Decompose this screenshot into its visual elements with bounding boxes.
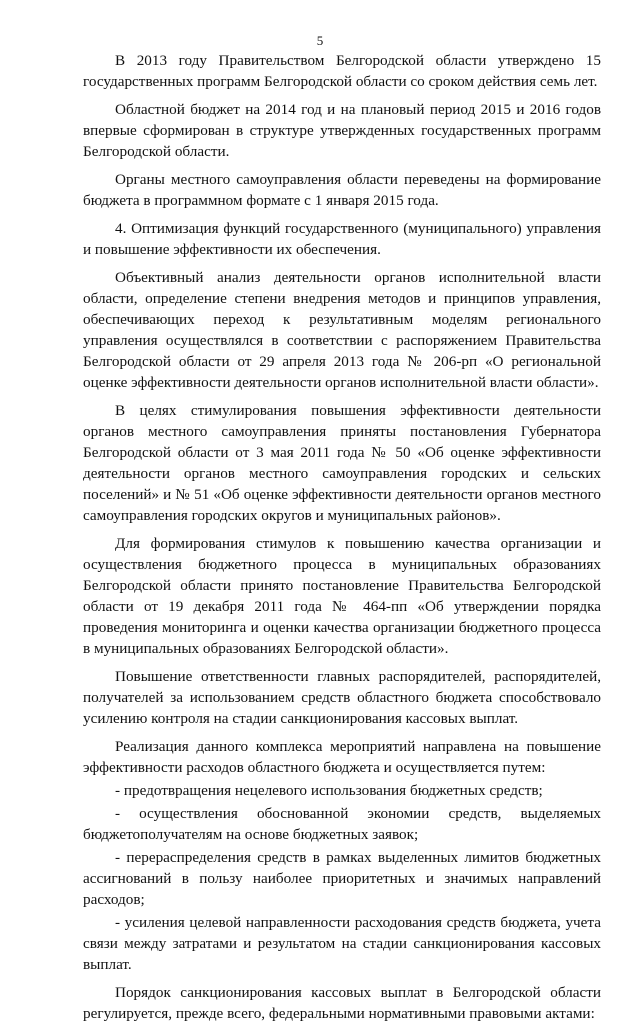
paragraph-responsibility: Повышение ответственности главных распорядителей, распорядителей, получателей за использованием средств областного бюджета способствовало усилению контроля на стадии санкционирования кассовых выплат. xyxy=(83,668,601,727)
paragraph-section-4-heading: 4. Оптимизация функций государственного (муниципального) управления и повышение эффективности их обеспечения. xyxy=(83,220,601,258)
document-body xyxy=(83,50,601,1024)
list-item-misuse-prevention: - предотвращения нецелевого использования бюджетных средств; xyxy=(115,782,543,799)
paragraph-state-programs: В 2013 году Правительством Белгородской области утверждено 15 государственных программ Белгородской области со сроком действия семь лет. xyxy=(83,52,601,90)
paragraph-local-self-government: Органы местного самоуправления области переведены на формирование бюджета в программном формате с 1 января 2015 года. xyxy=(83,171,601,209)
paragraph-regional-budget: Областной бюджет на 2014 год и на плановый период 2015 и 2016 годов впервые сформирован в структуре утвержденных государственных программ Белгородской области. xyxy=(83,101,601,160)
list-item-targeting: - усиления целевой направленности расходования средств бюджета, учета связи между затратами и результатом на стадии санкционирования кассовых выплат. xyxy=(83,914,601,973)
list-item-economy: - осуществления обоснованной экономии средств, выделяемых бюджетополучателям на основе бюджетных заявок; xyxy=(83,805,601,843)
paragraph-authorization-procedure: Порядок санкционирования кассовых выплат в Белгородской области регулируется, прежде всего, федеральными нормативными правовыми актами: xyxy=(83,984,601,1022)
paragraph-budget-process-incentives: Для формирования стимулов к повышению качества организации и осуществления бюджетного процесса в муниципальных образованиях Белгородской области принято постановление Правительства Белгородской области от 19 декабря 2011 года № 464-пп «Об утверждении порядка проведения мониторинга и оценки качества организации бюджетного процесса в муниципальных образованиях Белгородской области». xyxy=(83,535,601,657)
paragraph-governor-resolutions: В целях стимулирования повышения эффективности деятельности органов местного самоуправления приняты постановления Губернатора Белгородской области от 3 мая 2011 года № 50 «Об оценке эффективности деятельности органов местного самоуправления городских и сельских поселений» и № 51 «Об оценке эффективности деятельности органов местного самоуправления городских округов и муниципальных районов». xyxy=(83,402,601,524)
paragraph-measures-intro: Реализация данного комплекса мероприятий направлена на повышение эффективности расходов областного бюджета и осуществляется путем: xyxy=(83,738,601,776)
list-item-redistribution: - перераспределения средств в рамках выделенных лимитов бюджетных ассигнований в пользу наиболее приоритетных и значимых направлений расходов; xyxy=(83,849,601,908)
paragraph-objective-analysis: Объективный анализ деятельности органов исполнительной власти области, определение степени внедрения методов и принципов управления, обеспечивающих переход к результативным моделям регионального управления осуществлялся в соответствии с распоряжением Правительства Белгородской области от 29 апреля 2013 года № 206-рп «О региональной оценке эффективности деятельности органов исполнительной власти области». xyxy=(83,269,601,391)
page-number: 5 xyxy=(316,33,324,48)
